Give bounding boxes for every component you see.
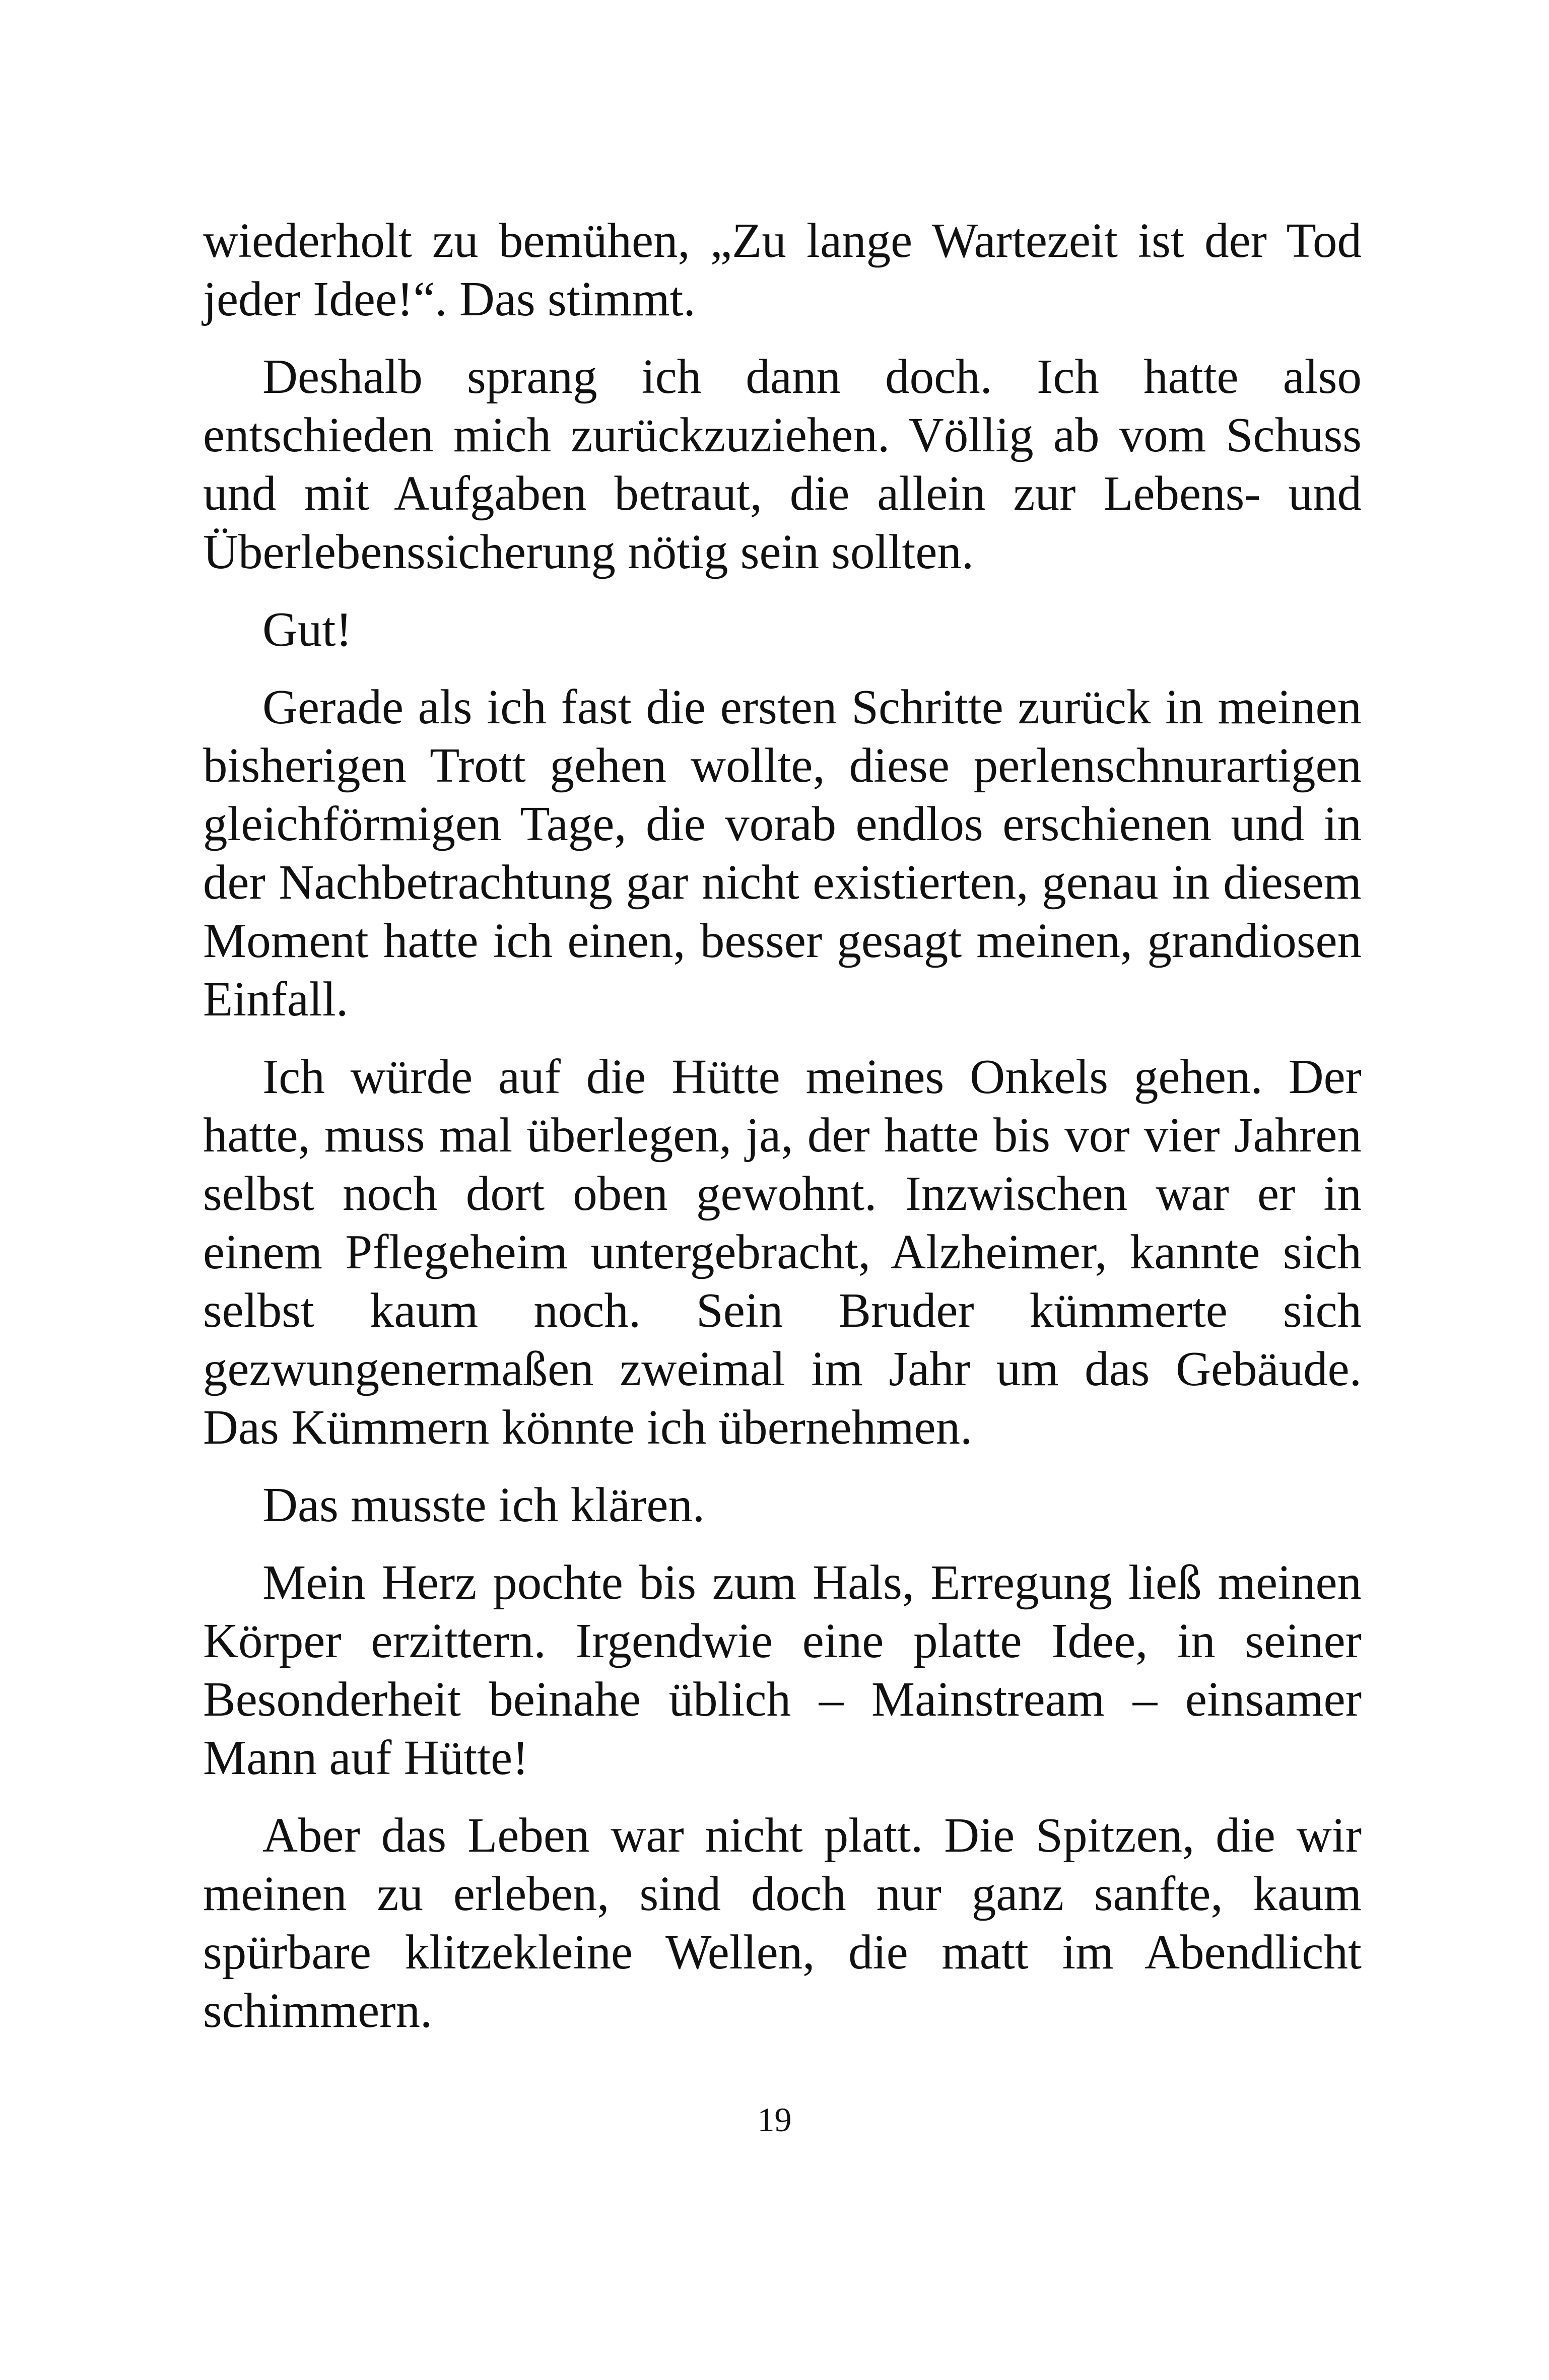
paragraph: Das musste ich klären. [262,1478,705,1532]
paragraph: Aber das Leben war nicht platt. Die Spitzen, die wir meinen zu erleben, sind doch nur ganz sanfte, kaum spürbare klitzekleine Wellen, die matt im Abendlicht schimmern. [203,1808,1362,2037]
paragraph: Mein Herz pochte bis zum Hals, Erregung ließ meinen Körper erzittern. Irgendwie eine platte Idee, in seiner Besonderheit beinahe üblich – Mainstream – einsamer Mann auf Hütte! [203,1555,1362,1785]
paragraph: Gut! [262,602,352,656]
paragraph: Ich würde auf die Hütte meines Onkels gehen. Der hatte, muss mal überlegen, ja, der hatte bis vor vier Jahren selbst noch dort oben gewohnt. Inzwischen war er in einem Pflegeheim untergebracht, Alzheimer, kannte sich selbst kaum noch. Sein Bruder kümmerte sich gezwungenermaßen zweimal im Jahr um das Gebäude. Das Kümmern könnte ich übernehmen. [203,1050,1362,1454]
paragraph: Deshalb sprang ich dann doch. Ich hatte also entschieden mich zurückzuziehen. Völlig ab vom Schuss und mit Aufgaben betraut, die allein zur Lebens- und Überlebenssicherung nötig sein sollten. [203,350,1362,579]
body-text [203,212,1362,2059]
paragraph: Gerade als ich fast die ersten Schritte zurück in meinen bisherigen Trott gehen wollte, diese perlenschnurartigen gleichförmigen Tage, die vorab endlos erschienen und in der Nachbetrachtung gar nicht existierten, genau in diesem Moment hatte ich einen, besser gesagt meinen, grandiosen Einfall. [203,680,1362,1026]
paragraph-continuation: wiederholt zu bemühen, „Zu lange Wartezeit ist der Tod jeder Idee!“. Das stimmt. [203,214,1362,326]
page-number: 19 [757,2100,792,2139]
